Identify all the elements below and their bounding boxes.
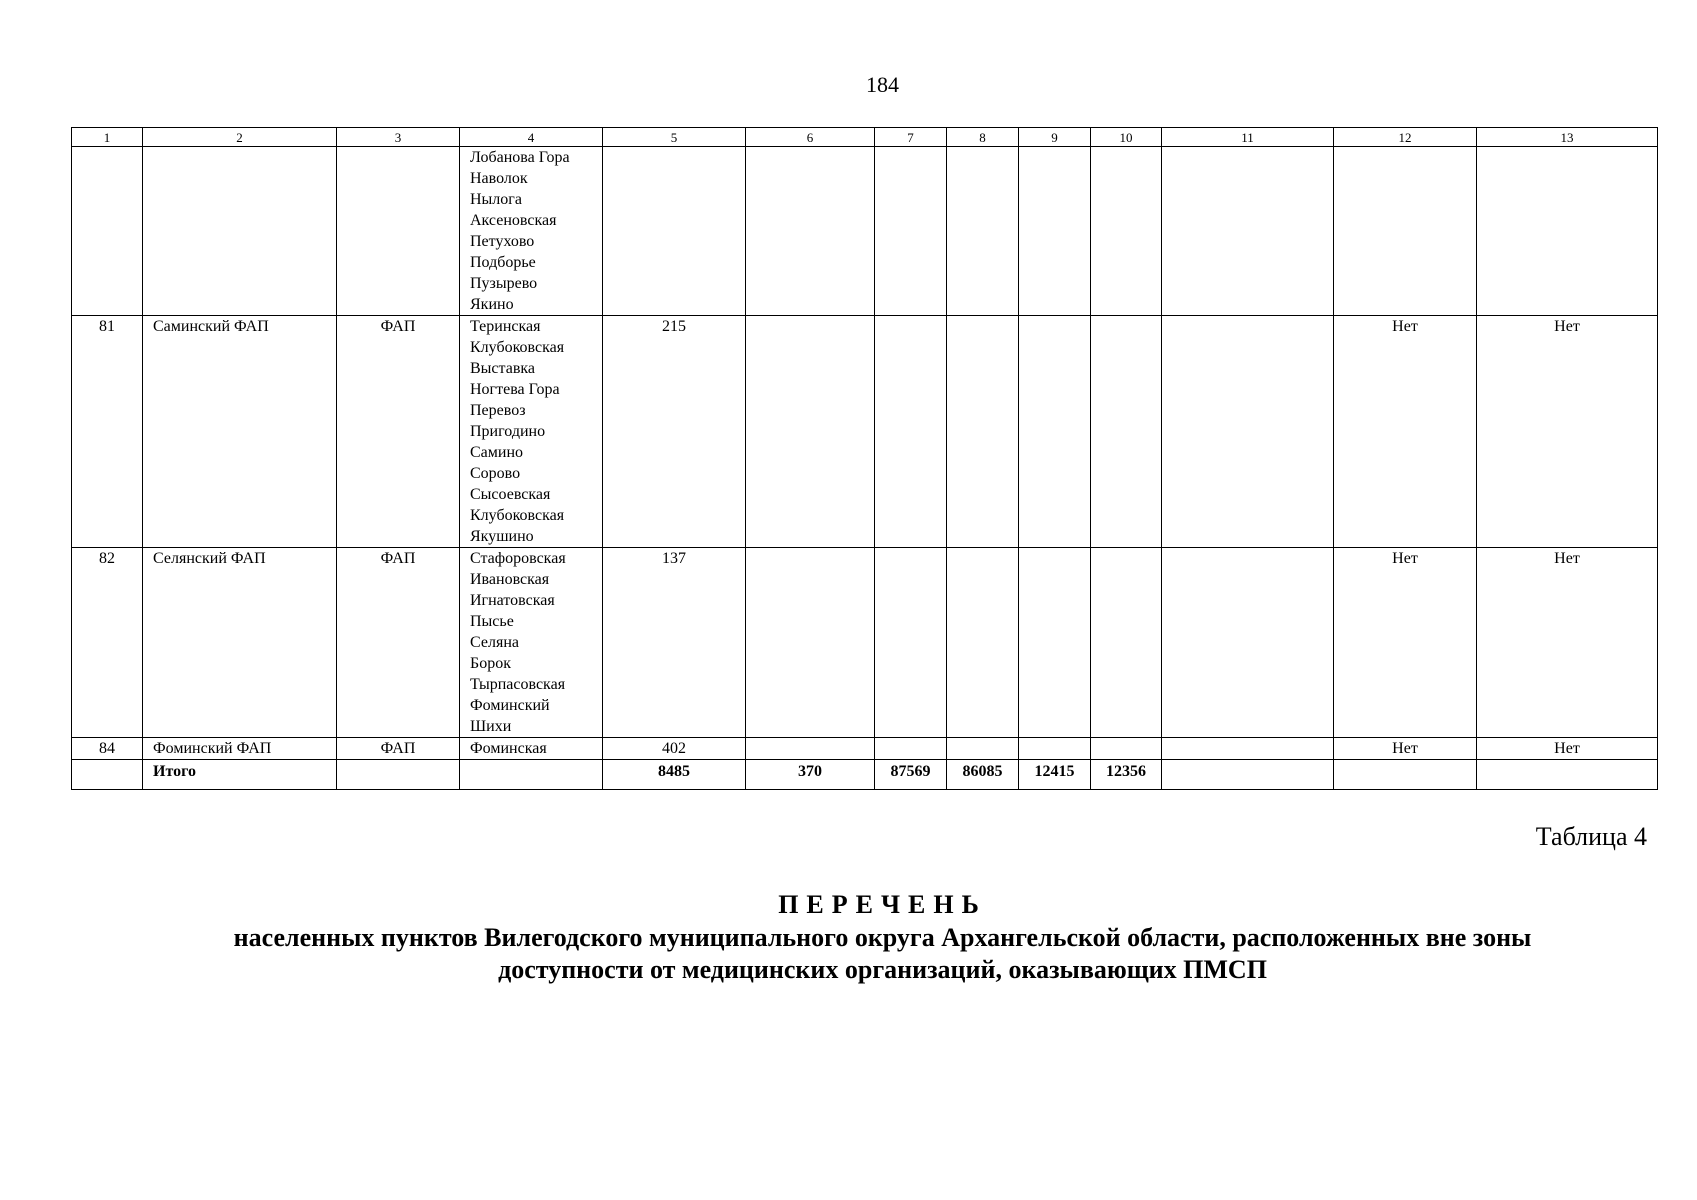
settlement-name: Перевоз: [470, 402, 526, 419]
empty-cell: [1162, 548, 1334, 738]
settlement-name: Якушино: [470, 528, 534, 545]
settlement-name: Петухово: [470, 233, 535, 250]
table-row: [72, 548, 1658, 738]
document-heading: ПЕРЕЧЕНЬ: [778, 890, 987, 919]
empty-cell: [875, 738, 947, 760]
column-number: 12: [1334, 128, 1477, 147]
total-col-9: 12415: [1019, 760, 1091, 790]
settlement-name: Лобанова Гора: [470, 149, 570, 166]
column-number: 1: [72, 128, 143, 147]
settlement-name: Клубоковская: [470, 507, 565, 524]
empty-cell: [875, 548, 947, 738]
table-row: [72, 738, 1658, 760]
settlement-name: Фоминский: [470, 697, 550, 714]
empty-cell: [1162, 738, 1334, 760]
settlement-name: Нылога: [470, 191, 522, 208]
settlement-name: Фоминская: [470, 740, 547, 757]
settlement-name: Сорово: [470, 465, 521, 482]
empty-cell: [1091, 548, 1162, 738]
empty-cell: [875, 316, 947, 548]
column-number: 9: [1019, 128, 1091, 147]
total-row: [72, 760, 1658, 790]
settlement-name: Игнатовская: [470, 592, 555, 609]
settlements-cell: [460, 548, 603, 738]
col-12-value: Нет: [1334, 738, 1477, 760]
empty-cell: [1091, 147, 1162, 316]
settlement-name: Выставка: [470, 360, 535, 377]
column-number: 10: [1091, 128, 1162, 147]
column-number: 8: [947, 128, 1019, 147]
facilities-table: [71, 127, 1658, 790]
settlement-name: Самино: [470, 444, 524, 461]
total-empty-cell: [1477, 760, 1658, 790]
subtitle-line-2: доступности от медицинских организаций, оказывающих ПМСП: [498, 955, 1267, 984]
column-number: 13: [1477, 128, 1658, 147]
empty-cell: [1019, 147, 1091, 316]
column-number: 5: [603, 128, 746, 147]
total-empty-cell: [1162, 760, 1334, 790]
population-value: [603, 147, 746, 316]
settlement-name: Селяна: [470, 634, 519, 651]
total-col-10: 12356: [1091, 760, 1162, 790]
total-col-6: 370: [746, 760, 875, 790]
facility-name: [143, 147, 337, 316]
empty-cell: [746, 548, 875, 738]
empty-cell: [947, 316, 1019, 548]
column-number: 2: [143, 128, 337, 147]
empty-cell: [746, 316, 875, 548]
empty-cell: [1019, 316, 1091, 548]
facility-type: ФАП: [337, 548, 460, 738]
col-13-value: Нет: [1477, 738, 1658, 760]
title-block: [140, 888, 1625, 986]
row-number: 82: [72, 548, 143, 738]
column-number: 3: [337, 128, 460, 147]
population-value: 137: [603, 548, 746, 738]
settlement-name: Борок: [470, 655, 511, 672]
column-number-row: [72, 128, 1658, 147]
settlement-name: Аксеновская: [470, 212, 557, 229]
empty-cell: [1162, 147, 1334, 316]
population-value: 215: [603, 316, 746, 548]
facility-name: Селянский ФАП: [143, 548, 337, 738]
table-label: Таблица 4: [1535, 822, 1647, 851]
facility-type: [337, 147, 460, 316]
settlement-name: Наволок: [470, 170, 528, 187]
total-col-7: 87569: [875, 760, 947, 790]
empty-cell: [947, 548, 1019, 738]
settlement-name: Пригодино: [470, 423, 546, 440]
settlement-name: Подборье: [470, 254, 536, 271]
column-number: 11: [1162, 128, 1334, 147]
col-13-value: [1477, 147, 1658, 316]
total-empty-cell: [460, 760, 603, 790]
population-value: 402: [603, 738, 746, 760]
settlement-name: Ногтева Гора: [470, 381, 560, 398]
empty-cell: [875, 147, 947, 316]
total-empty-cell: [337, 760, 460, 790]
settlement-name: Шихи: [470, 718, 512, 735]
empty-cell: [1091, 738, 1162, 760]
row-number: 81: [72, 316, 143, 548]
empty-cell: [746, 738, 875, 760]
empty-cell: [746, 147, 875, 316]
empty-cell: [947, 738, 1019, 760]
settlement-name: Якино: [470, 296, 514, 313]
column-number: 7: [875, 128, 947, 147]
empty-cell: [1162, 316, 1334, 548]
empty-cell: [1019, 548, 1091, 738]
settlement-name: Теринская: [470, 318, 541, 335]
settlements-cell: [460, 738, 603, 760]
settlement-name: Пысье: [470, 613, 514, 630]
total-empty-cell: [72, 760, 143, 790]
facility-name: Саминский ФАП: [143, 316, 337, 548]
table-row: [72, 316, 1658, 548]
settlements-cell: [460, 147, 603, 316]
row-number: 84: [72, 738, 143, 760]
page-number: 184: [866, 72, 899, 97]
settlement-name: Сысоевская: [470, 486, 551, 503]
empty-cell: [947, 147, 1019, 316]
settlements-cell: [460, 316, 603, 548]
settlement-name: Пузырево: [470, 275, 538, 292]
subtitle-line-1: населенных пунктов Вилегодского муниципального округа Архангельской области, расположенных вне зоны: [233, 923, 1532, 952]
settlement-name: Тырпасовская: [470, 676, 566, 693]
col-12-value: Нет: [1334, 548, 1477, 738]
total-label: Итого: [143, 760, 337, 790]
facility-type: ФАП: [337, 738, 460, 760]
row-number: [72, 147, 143, 316]
facility-type: ФАП: [337, 316, 460, 548]
col-12-value: [1334, 147, 1477, 316]
col-12-value: Нет: [1334, 316, 1477, 548]
column-number: 6: [746, 128, 875, 147]
settlement-name: Ивановская: [470, 571, 550, 588]
facility-name: Фоминский ФАП: [143, 738, 337, 760]
col-13-value: Нет: [1477, 316, 1658, 548]
empty-cell: [1019, 738, 1091, 760]
column-number: 4: [460, 128, 603, 147]
empty-cell: [1091, 316, 1162, 548]
total-col-8: 86085: [947, 760, 1019, 790]
settlement-name: Стафоровская: [470, 550, 566, 567]
col-13-value: Нет: [1477, 548, 1658, 738]
settlement-name: Клубоковская: [470, 339, 565, 356]
total-col-5: 8485: [603, 760, 746, 790]
table-row: [72, 147, 1658, 316]
total-empty-cell: [1334, 760, 1477, 790]
